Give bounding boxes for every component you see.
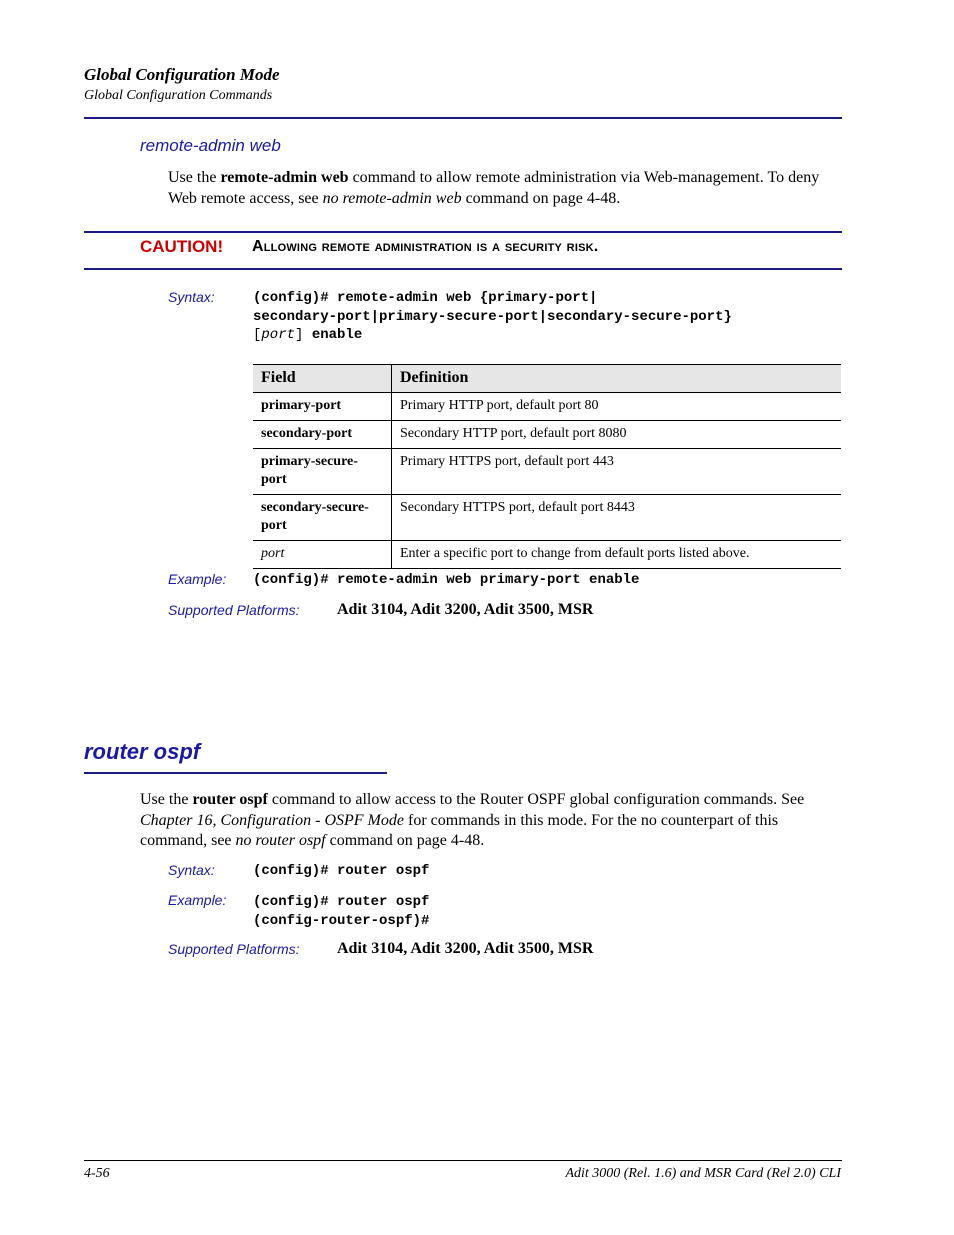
table-row: [253, 421, 841, 449]
footer-rule: [84, 1160, 842, 1161]
example-code: [253, 893, 429, 930]
desc-cross-reference: no remote-admin web: [322, 189, 462, 207]
example-code: [253, 572, 639, 588]
desc-cross-reference: Chapter 16, Configuration - OSPF Mode: [140, 811, 404, 829]
desc-command: remote-admin web: [220, 169, 349, 186]
running-header-subtitle: Global Configuration Commands: [84, 88, 273, 103]
platforms-value: Adit 3104, Adit 3200, Adit 3500, MSR: [337, 940, 594, 957]
section-title-router-ospf: router ospf: [84, 739, 201, 764]
section-title-underline: [84, 772, 387, 774]
caution-bottom-rule: [84, 268, 842, 270]
platforms-label: Supported Platforms:: [168, 941, 300, 957]
example-line: (config)# remote-admin web primary-port enable: [253, 572, 640, 588]
table-cell-definition: Secondary HTTPS port, default port 8443: [392, 495, 842, 541]
syntax-line: (config)# remote-admin web {primary-port|: [253, 290, 598, 306]
document-title: Adit 3000 (Rel. 1.6) and MSR Card (Rel 2.0) CLI: [565, 1166, 841, 1181]
desc-text: command on page 4-48.: [461, 189, 621, 207]
desc-command: router ospf: [192, 791, 268, 808]
table-row: [253, 495, 841, 541]
table-cell-definition: Primary HTTPS port, default port 443: [392, 449, 842, 495]
desc-cross-reference: no router ospf: [235, 832, 326, 849]
section-title-remote-admin-web: remote-admin web: [140, 136, 281, 155]
desc-text: command on page 4-48.: [325, 832, 485, 849]
desc-text: Use the: [140, 791, 193, 808]
remote-admin-web-description: [168, 168, 843, 209]
table-row: [253, 449, 841, 495]
table-cell-field: secondary-secure-port: [253, 495, 392, 541]
syntax-bracket: ]: [295, 327, 304, 343]
desc-text: command to allow remote administration via Web-management. To deny Web remote access, see: [168, 169, 820, 207]
field-definition-table: [253, 364, 841, 569]
syntax-label: Syntax:: [168, 289, 215, 305]
syntax-bracket: [: [253, 327, 262, 343]
table-cell-field: primary-secure-port: [253, 449, 392, 495]
table-cell-field: primary-port: [253, 393, 392, 421]
table-cell-field: port: [253, 541, 392, 569]
syntax-param: port: [261, 327, 296, 343]
syntax-line: secondary-port|primary-secure-port|secondary-secure-port}: [253, 308, 732, 325]
desc-text: command to allow access to the Router OSPF global configuration commands. See: [267, 791, 805, 808]
table-header-row: [253, 365, 841, 393]
header-rule: [84, 117, 842, 119]
platforms-value: Adit 3104, Adit 3200, Adit 3500, MSR: [337, 601, 594, 618]
desc-text: for commands in this mode. For the no counterpart of this command, see: [140, 811, 779, 849]
syntax-line: (config)# router ospf: [253, 863, 430, 879]
caution-top-rule: [84, 231, 842, 233]
table-cell-definition: Enter a specific port to change from default ports listed above.: [392, 541, 842, 569]
caution-text: Allowing remote administration is a security risk.: [252, 238, 599, 255]
platforms-label: Supported Platforms:: [168, 602, 300, 618]
table-row: [253, 541, 841, 569]
table-cell-definition: Secondary HTTP port, default port 8080: [392, 421, 842, 449]
page-number: 4-56: [84, 1166, 110, 1181]
syntax-code: [253, 289, 732, 345]
running-header-title: Global Configuration Mode: [84, 65, 280, 84]
table-header-definition: Definition: [392, 365, 842, 393]
caution-label: CAUTION!: [140, 237, 224, 256]
desc-text: Use the: [168, 169, 221, 186]
table-header-field: Field: [253, 365, 392, 393]
example-line: (config)# router ospf: [253, 894, 430, 910]
table-row: [253, 393, 841, 421]
syntax-keyword: enable: [311, 327, 363, 343]
table-cell-definition: Primary HTTP port, default port 80: [392, 393, 842, 421]
router-ospf-description: [140, 790, 845, 852]
table-cell-field: secondary-port: [253, 421, 392, 449]
syntax-label: Syntax:: [168, 862, 215, 878]
example-label: Example:: [168, 571, 227, 587]
syntax-code: [253, 863, 429, 879]
example-line: (config-router-ospf)#: [253, 912, 430, 929]
example-label: Example:: [168, 892, 227, 908]
